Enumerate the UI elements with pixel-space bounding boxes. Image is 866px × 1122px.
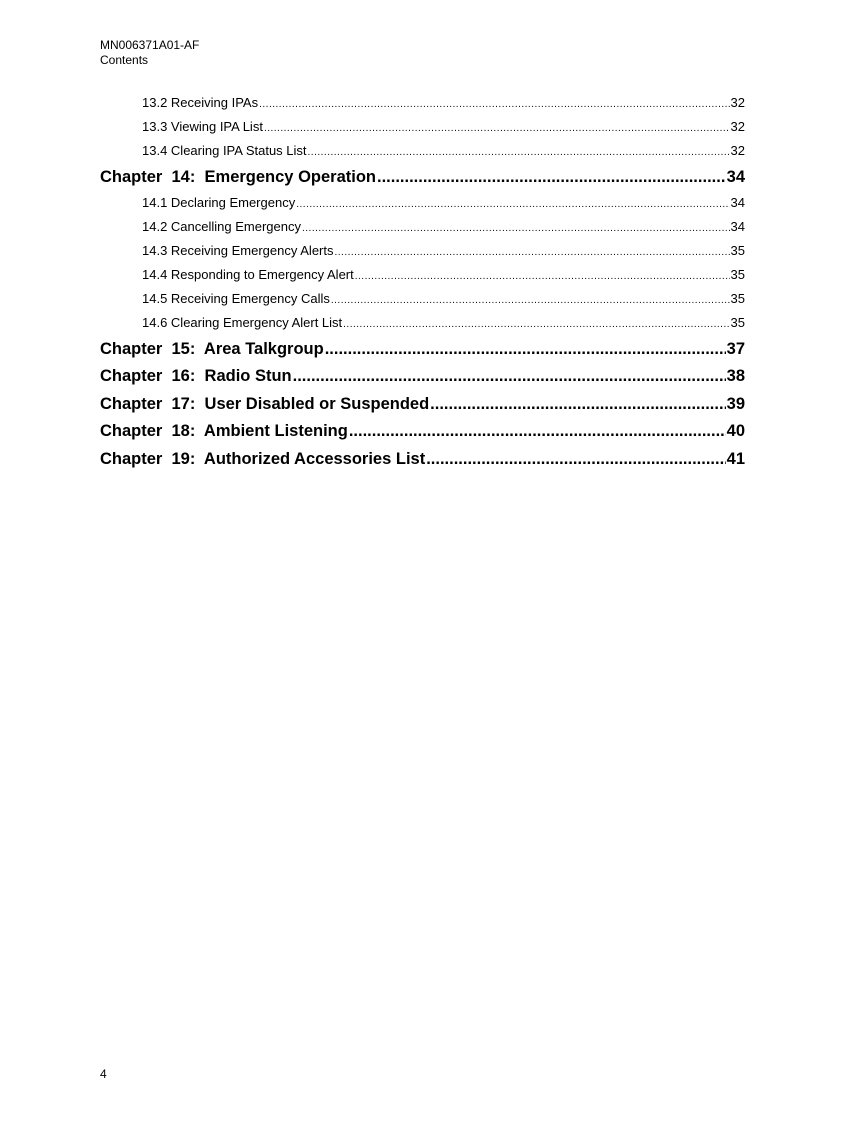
toc-chapter-17[interactable]	[100, 392, 745, 420]
toc-chapter-title: Chapter 18: Ambient Listening	[100, 422, 348, 440]
dot-leader	[343, 313, 729, 335]
toc-entry-title: 14.3 Receiving Emergency Alerts	[142, 242, 334, 258]
toc-entry-14-5[interactable]	[100, 289, 745, 313]
page-header	[100, 38, 199, 68]
dot-leader	[426, 447, 725, 471]
toc-entry-title: 14.4 Responding to Emergency Alert	[142, 266, 354, 282]
toc-chapter-16[interactable]	[100, 364, 745, 392]
section-name: Contents	[100, 53, 149, 67]
toc-chapter-page: 41	[726, 449, 745, 468]
table-of-contents	[100, 93, 745, 474]
toc-entry-14-4[interactable]	[100, 265, 745, 289]
toc-chapter-title: Chapter 14: Emergency Operation	[100, 168, 376, 186]
dot-leader	[296, 193, 729, 215]
toc-entry-title: 13.2 Receiving IPAs	[142, 95, 259, 110]
toc-entry-14-2[interactable]	[100, 217, 745, 241]
toc-chapter-page: 39	[726, 394, 745, 413]
toc-entry-title: 14.2 Cancelling Emergency	[142, 218, 301, 234]
toc-entry-page: 35	[730, 314, 745, 330]
toc-chapter-title: Chapter 17: User Disabled or Suspended	[100, 394, 430, 413]
dot-leader	[325, 337, 726, 361]
dot-leader	[334, 241, 729, 263]
toc-chapter-title: Chapter 15: Area Talkgroup	[100, 339, 324, 358]
toc-entry-page: 35	[730, 242, 745, 258]
toc-chapter-title: Chapter 16: Radio Stun	[100, 367, 292, 385]
toc-entry-page: 32	[730, 143, 745, 158]
toc-entry-page: 35	[730, 290, 745, 306]
dot-leader	[293, 364, 726, 388]
toc-entry-14-6[interactable]	[100, 313, 745, 337]
toc-entry-title: 14.5 Receiving Emergency Calls	[142, 290, 330, 306]
toc-chapter-14[interactable]	[100, 165, 745, 193]
toc-entry-page: 32	[730, 119, 745, 134]
toc-chapter-title: Chapter 19: Authorized Accessories List	[100, 449, 426, 468]
toc-entry-title: 14.1 Declaring Emergency	[142, 194, 296, 210]
dot-leader	[355, 265, 730, 287]
toc-chapter-19[interactable]	[100, 447, 745, 475]
toc-chapter-15[interactable]	[100, 337, 745, 365]
dot-leader	[349, 419, 726, 443]
toc-entry-page: 32	[730, 95, 745, 110]
document-id: MN006371A01-AF	[100, 38, 200, 52]
dot-leader	[308, 141, 730, 163]
toc-chapter-page: 34	[726, 168, 745, 186]
toc-entry-page: 34	[730, 218, 745, 234]
dot-leader	[259, 93, 729, 115]
toc-entry-page: 34	[730, 194, 745, 210]
dot-leader	[430, 392, 725, 416]
dot-leader	[302, 217, 730, 239]
toc-entry-13-2[interactable]	[100, 93, 745, 117]
dot-leader	[377, 165, 726, 189]
toc-entry-page: 35	[730, 266, 745, 282]
page-number: 4	[100, 1067, 107, 1081]
toc-entry-title: 14.6 Clearing Emergency Alert List	[142, 314, 343, 330]
toc-chapter-page: 40	[726, 422, 745, 440]
toc-entry-14-1[interactable]	[100, 193, 745, 217]
toc-chapter-page: 37	[726, 339, 745, 358]
toc-chapter-page: 38	[726, 367, 745, 385]
toc-entry-13-4[interactable]	[100, 141, 745, 165]
dot-leader	[264, 117, 730, 139]
toc-entry-13-3[interactable]	[100, 117, 745, 141]
dot-leader	[331, 289, 730, 311]
toc-entry-14-3[interactable]	[100, 241, 745, 265]
toc-entry-title: 13.4 Clearing IPA Status List	[142, 143, 307, 158]
toc-entry-title: 13.3 Viewing IPA List	[142, 119, 263, 134]
toc-chapter-18[interactable]	[100, 419, 745, 447]
